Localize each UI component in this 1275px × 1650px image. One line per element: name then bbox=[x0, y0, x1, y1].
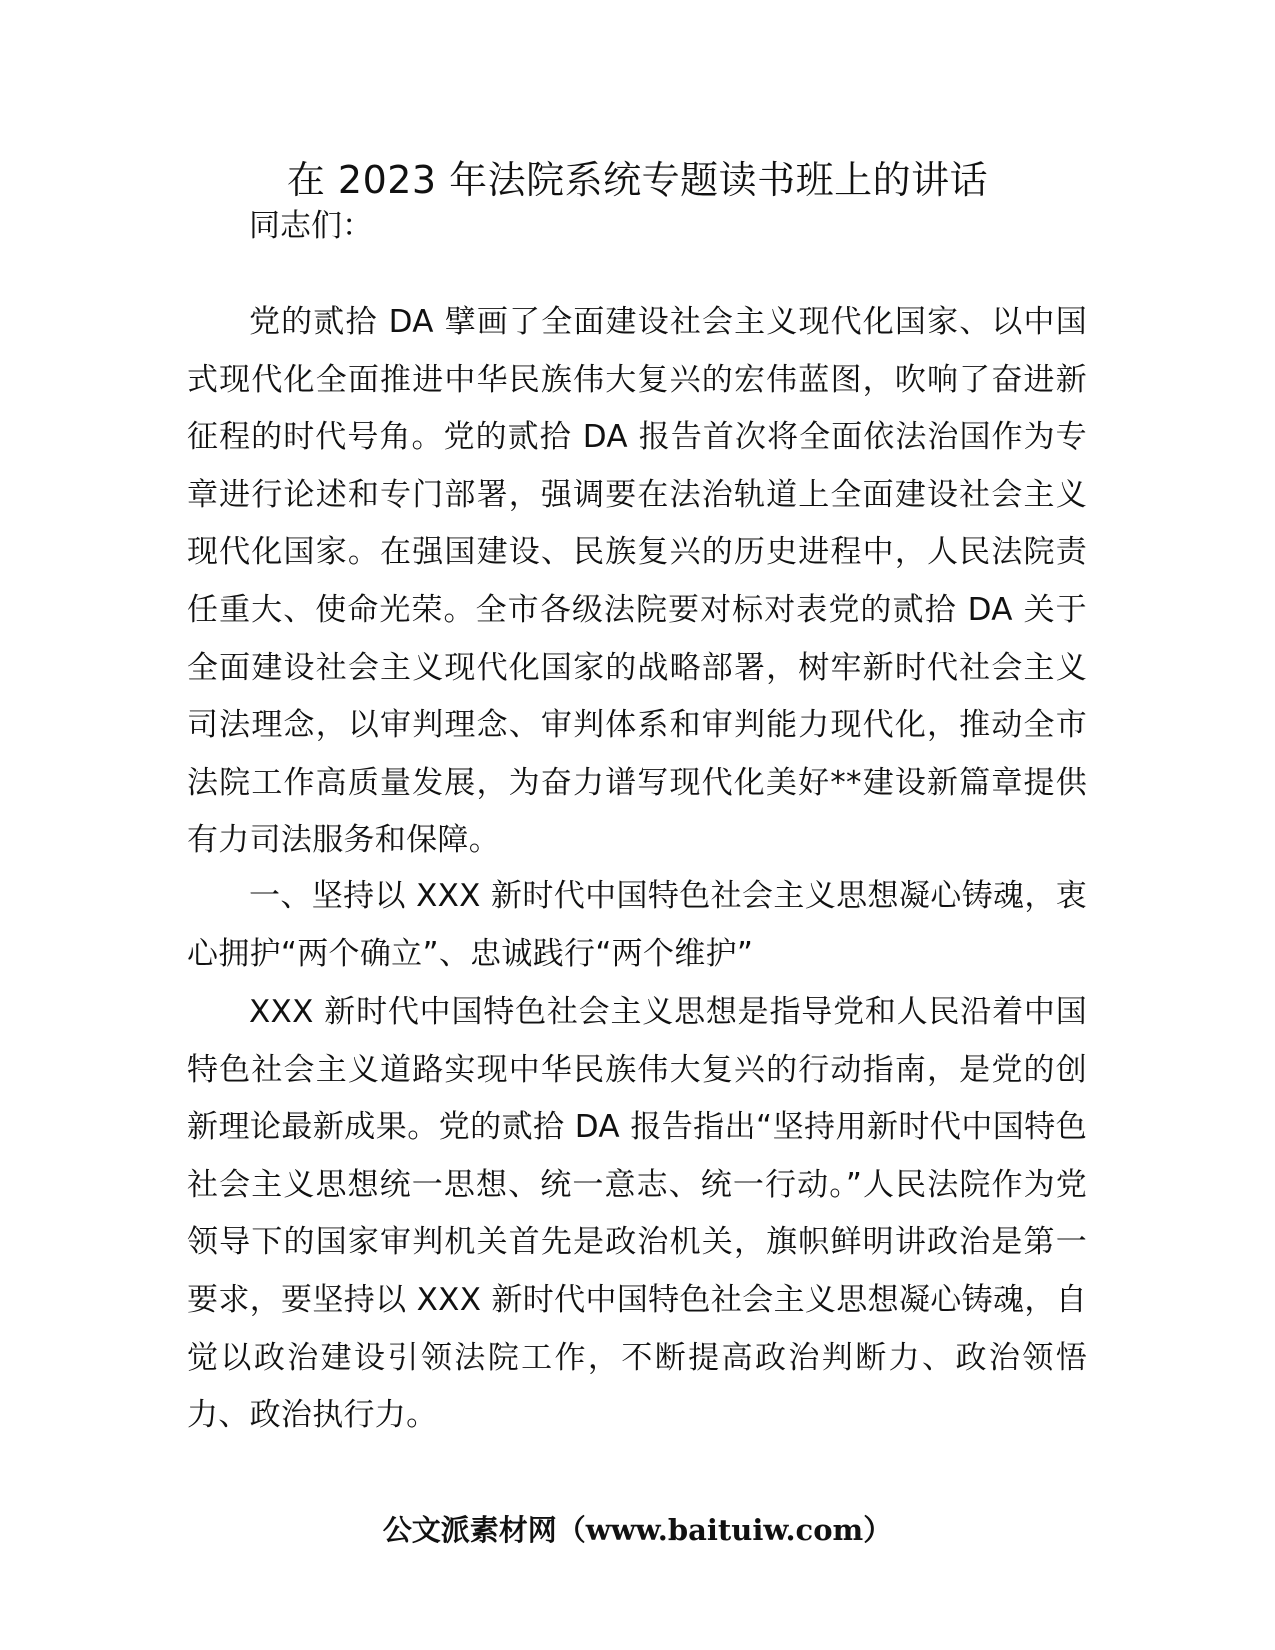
greeting: 同志们： bbox=[249, 208, 373, 244]
paragraph-section-1: XXX 新时代中国特色社会主义思想是指导党和人民沿着中国特色社会主义道路实现中华民族伟大复兴的行动指南，是党的创新理论最新成果。党的贰拾 DA 报告指出“坚持用新时代中国特色社会主义思想统一思想、统一意志、统一行动。”人民法院作为党领导下的国家审判机关首先是政治机关，旗帜鲜明讲政治是第一要求，要坚持以 XXX 新时代中国特色社会主义思想凝心铸魂，自觉以政治建设引领法院工作，不断提高政治判断力、政治领悟力、政治执行力。 bbox=[187, 994, 1087, 1434]
section-heading-1: 一、坚持以 XXX 新时代中国特色社会主义思想凝心铸魂，衷心拥护“两个确立”、忠诚践行“两个维护” bbox=[187, 878, 1087, 972]
footer-watermark: 公文派素材网（www.baituiw.com） bbox=[382, 1513, 893, 1547]
paragraph-intro: 党的贰拾 DA 擘画了全面建设社会主义现代化国家、以中国式现代化全面推进中华民族伟大复兴的宏伟蓝图，吹响了奋进新征程的时代号角。党的贰拾 DA 报告首次将全面依法治国作为专章进行论述和专门部署，强调要在法治轨道上全面建设社会主义现代化国家。在强国建设、民族复兴的历史进程中，人民法院责任重大、使命光荣。全市各级法院要对标对表党的贰拾 DA 关于全面建设社会主义现代化国家的战略部署，树牢新时代社会主义司法理念，以审判理念、审判体系和审判能力现代化，推动全市法院工作高质量发展，为奋力谱写现代化美好**建设新篇章提供有力司法服务和保障。 bbox=[187, 304, 1087, 859]
document-title: 在 2023 年法院系统专题读书班上的讲话 bbox=[286, 158, 989, 202]
